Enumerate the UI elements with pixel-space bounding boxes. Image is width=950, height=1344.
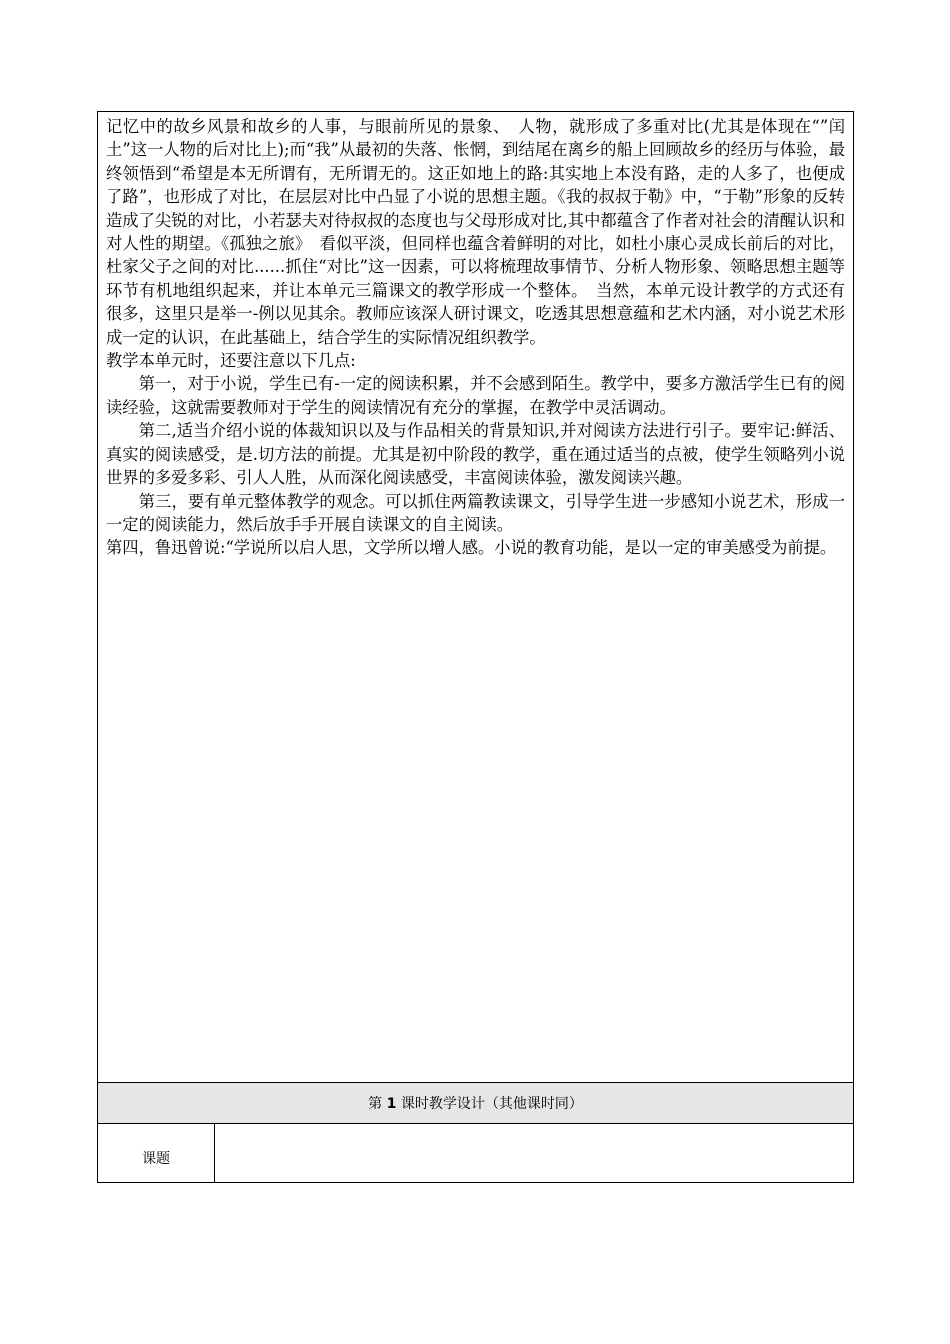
section-header-number: 1: [386, 1096, 397, 1112]
topic-row: [98, 1124, 854, 1183]
content-paragraph: 第二,适当介绍小说的体裁知识以及与作品相关的背景知识,并对阅读方法进行引子。要牢记:鲜活、真实的阅读感受，是.切方法的前提。尤其是初中阶段的教学，重在通过适当的点被，使学生领略列小说世界的多爱多彩、引人人胜，从而深化阅读感受，丰富阅读体验，激发阅读兴趣。: [106, 421, 846, 488]
content-cell: [98, 112, 854, 1083]
content-paragraph: 教学本单元时，还要注意以下几点:: [106, 351, 356, 371]
content-paragraph: 第一，对于小说，学生已有-一定的阅读积累，并不会感到陌生。教学中，要多方激活学生已有的阅读经验，这就需要教师对于学生的阅读情况有充分的掌握，在教学中灵活调动。: [106, 374, 846, 417]
lesson-plan-table: [97, 111, 854, 1183]
topic-value: [215, 1124, 854, 1183]
section-header-suffix: 课时教学设计（其他课时同）: [400, 1096, 583, 1112]
section-header-prefix: 第: [368, 1096, 383, 1112]
content-paragraph: 第四，鲁迅曾说:“学说所以启人思，文学所以增人感。小说的教育功能，是以一定的审美感受为前提。: [106, 538, 837, 558]
content-body: [98, 112, 853, 560]
content-row: [98, 112, 854, 1083]
topic-label: 课题: [98, 1124, 215, 1183]
content-paragraph: 记忆中的故乡风景和故乡的人事，与眼前所见的景象、 人物，就形成了多重对比(尤其是体现在“”闰土”这一人物的后对比上);而“我”从最初的失落、怅惘，到结尾在离乡的船上回顾故乡的经历与体验，最终领悟到“希望是本无所谓有，无所谓无的。这正如地上的路:其实地上本没有路，走的人多了，也便成了路”，也形成了对比，在层层对比中凸显了小说的思想主题。《我的叔叔于勒》中，“于勒”形象的反转造成了尖锐的对比，小若瑟夫对待叔叔的态度也与父母形成对比,其中都蕴含了作者对社会的清醒认识和对人性的期望。《孤独之旅》 看似平淡，但同样也蕴含着鲜明的对比，如杜小康心灵成长前后的对比，杜家父子之间的对比......抓住“对比”这一因素，可以将梳理故事情节、分析人物形象、领略思想主题等环节有机地组织起来，并让本单元三篇课文的教学形成一个整体。 当然，本单元设计教学的方式还有很多，这里只是举一-例以见其余。教师应该深人研讨课文，吃透其思想意蕴和艺术内涵，对小说艺术形成一定的认识，在此基础上，结合学生的实际情况组织教学。: [106, 117, 846, 347]
section-header: [98, 1083, 854, 1124]
content-paragraph: 第三，要有单元整体教学的观念。可以抓住两篇教读课文，引导学生进一步感知小说艺术，形成一一定的阅读能力，然后放手手开展自读课文的自主阅读。: [106, 491, 846, 534]
section-header-row: [98, 1083, 854, 1124]
